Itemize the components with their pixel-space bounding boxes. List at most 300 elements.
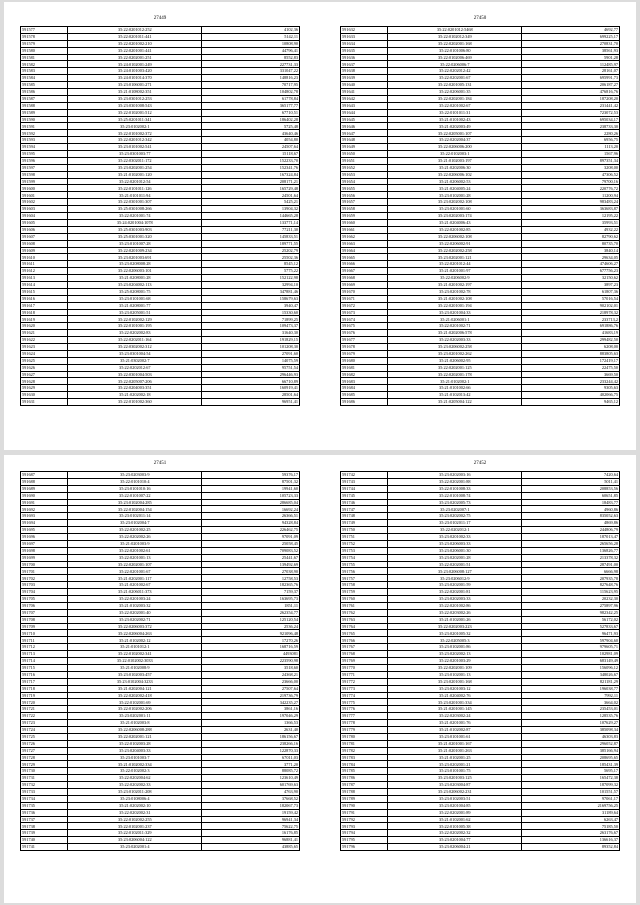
- cadastral-number-cell: 35:23:0102003:457: [68, 671, 202, 678]
- value-cell: 24368,21: [202, 671, 300, 678]
- table-row: [341, 199, 620, 206]
- value-cell: 123610,49: [202, 775, 300, 782]
- record-number-cell: 591632: [341, 27, 388, 34]
- cadastral-number-cell: 35:21:0102003:32: [68, 602, 202, 609]
- record-number-cell: 591650: [341, 151, 388, 158]
- value-cell: 44796,41: [202, 47, 300, 54]
- cadastral-number-cell: 35:22:0202001:121: [68, 733, 202, 740]
- cadastral-number-cell: 35:21:0108002:351: [68, 89, 202, 96]
- cadastral-number-cell: 35:22:0201001:67: [68, 568, 202, 575]
- cadastral-number-cell: 35:21:0102001:26: [388, 616, 522, 623]
- value-cell: 921096,48: [202, 630, 300, 637]
- table-row: [341, 823, 620, 830]
- value-cell: 25202,79: [202, 247, 300, 254]
- record-number-cell: 591714: [21, 658, 68, 665]
- record-number-cell: 591637: [341, 61, 388, 68]
- value-cell: 2631,40: [202, 726, 300, 733]
- record-number-cell: 591736: [21, 809, 68, 816]
- table-row: [341, 219, 620, 226]
- value-cell: 19159,42: [202, 809, 300, 816]
- value-cell: 3897,23: [522, 281, 620, 288]
- record-number-cell: 591587: [21, 95, 68, 102]
- cadastral-number-cell: 35:21:0201001:167: [388, 740, 522, 747]
- record-number-cell: 591655: [341, 185, 388, 192]
- value-cell: 156096,12: [522, 664, 620, 671]
- value-cell: 101551,57: [522, 788, 620, 795]
- value-cell: 35993,51: [522, 219, 620, 226]
- value-cell: 82790,62: [522, 233, 620, 240]
- cadastral-number-cell: 35:23:0102001:86: [388, 644, 522, 651]
- table-row: [21, 485, 300, 492]
- table-row: [341, 651, 620, 658]
- cadastral-number-cell: 35:21:0206011:373: [68, 589, 202, 596]
- table-row: [21, 568, 300, 575]
- table-row: [341, 233, 620, 240]
- table-row: [21, 316, 300, 323]
- cadastral-number-cell: 35:22:0202012:1: [388, 527, 522, 534]
- cadastral-number-cell: 35:23:0201003:12: [388, 685, 522, 692]
- table-row: [21, 109, 300, 116]
- cadastral-number-cell: 35:25:0201011:341: [68, 116, 202, 123]
- value-cell: 227731,33: [202, 61, 300, 68]
- value-cell: 1113,20: [522, 144, 620, 151]
- value-cell: 24507,64: [202, 144, 300, 151]
- value-cell: 25441,67: [202, 554, 300, 561]
- value-cell: 80735,70: [522, 240, 620, 247]
- record-number-cell: 591704: [21, 589, 68, 596]
- record-number-cell: 591588: [21, 102, 68, 109]
- cadastral-number-cell: 35:22:0206004:263: [68, 630, 202, 637]
- table-row: [341, 137, 620, 144]
- cadastral-number-cell: 35:22:0202003:223: [388, 623, 522, 630]
- value-cell: 270831,70: [522, 40, 620, 47]
- table-row: [21, 685, 300, 692]
- cadastral-number-cell: 35:22:0202001:178: [388, 371, 522, 378]
- record-number-cell: 591768: [341, 651, 388, 658]
- table-row: [21, 582, 300, 589]
- record-number-cell: 591733: [21, 788, 68, 795]
- table-row: [21, 540, 300, 547]
- record-number-cell: 591725: [21, 733, 68, 740]
- table-row: [341, 185, 620, 192]
- record-number-cell: 591664: [341, 247, 388, 254]
- table-row: [341, 240, 620, 247]
- record-number-cell: 591593: [21, 137, 68, 144]
- value-cell: 97061,17: [522, 795, 620, 802]
- cadastral-number-cell: 35:22:0205007:206: [68, 378, 202, 385]
- record-number-cell: 591685: [341, 392, 388, 399]
- record-number-cell: 591676: [341, 330, 388, 337]
- table-row: [341, 213, 620, 220]
- cadastral-number-cell: 35:24:0101014:370: [68, 75, 202, 82]
- record-number-cell: 591731: [21, 775, 68, 782]
- block-title: 27449: [153, 16, 167, 21]
- record-number-cell: 591609: [21, 247, 68, 254]
- record-number-cell: 591764: [341, 623, 388, 630]
- cadastral-number-cell: 35:23:0202005:73: [388, 499, 522, 506]
- cadastral-number-cell: 35:22:0302002:312: [68, 343, 202, 350]
- table-row: [341, 275, 620, 282]
- table-row: [21, 478, 300, 485]
- table-row: [21, 816, 300, 823]
- value-cell: 112485,97: [522, 61, 620, 68]
- record-number-cell: 591680: [341, 357, 388, 364]
- record-number-cell: 591667: [341, 268, 388, 275]
- record-number-cell: 591583: [21, 68, 68, 75]
- cadastral-number-cell: 35:22:0206006:102: [388, 171, 522, 178]
- record-number-cell: 591675: [341, 323, 388, 330]
- table-row: [21, 385, 300, 392]
- table-row: [21, 754, 300, 761]
- cadastral-number-cell: 35:23:0202001:21: [388, 761, 522, 768]
- record-number-cell: 591742: [341, 472, 388, 479]
- cadastral-number-cell: 35:22:0206003:372: [68, 623, 202, 630]
- table-row: [21, 506, 300, 513]
- value-cell: 41683,19: [522, 330, 620, 337]
- cadastral-number-cell: 35:25:0208001:75: [68, 288, 202, 295]
- value-cell: 125120,54: [202, 616, 300, 623]
- table-row: [341, 89, 620, 96]
- cadastral-number-cell: 35:23:0202001:28: [388, 554, 522, 561]
- value-cell: 23666,00: [202, 678, 300, 685]
- table-row: [21, 726, 300, 733]
- table-row: [341, 685, 620, 692]
- value-cell: 165729,48: [202, 185, 300, 192]
- cadastral-number-cell: 35:22:0202001:81: [388, 589, 522, 596]
- record-number-cell: 591652: [341, 164, 388, 171]
- cadastral-number-cell: 35:23:0101001:61: [388, 733, 522, 740]
- value-cell: 723072,53: [522, 109, 620, 116]
- value-cell: 15118,67: [202, 151, 300, 158]
- value-cell: 223590,98: [202, 658, 300, 665]
- cadastral-number-cell: 35:22:0202001:109: [388, 664, 522, 671]
- cadastral-number-cell: 35:21:0204006:43: [388, 219, 522, 226]
- cadastral-number-cell: 35:21:0101011:94: [68, 192, 202, 199]
- table-row: [341, 47, 620, 54]
- table-row: [341, 192, 620, 199]
- cadastral-number-cell: 35:23:0202007:1: [388, 506, 522, 513]
- table-row: [341, 513, 620, 520]
- value-cell: 197046,29: [202, 713, 300, 720]
- record-number-cell: 591633: [341, 33, 388, 40]
- record-number-cell: 591686: [341, 399, 388, 406]
- table-row: [341, 144, 620, 151]
- value-cell: 122870,33: [202, 747, 300, 754]
- record-number-cell: 591777: [341, 713, 388, 720]
- record-number-cell: 591671: [341, 295, 388, 302]
- cadastral-number-cell: 35:22:0206001:35: [388, 89, 522, 96]
- value-cell: 29634,05: [522, 254, 620, 261]
- cadastral-number-cell: 35:23:0301012:253: [68, 95, 202, 102]
- value-cell: 37668,52: [202, 795, 300, 802]
- record-number-cell: 591627: [21, 371, 68, 378]
- cadastral-number-cell: 35:21:0202002:18: [68, 392, 202, 399]
- table-row: [341, 644, 620, 651]
- record-number-cell: 591646: [341, 123, 388, 130]
- table-row: [341, 671, 620, 678]
- value-cell: 152341,76: [202, 164, 300, 171]
- table-row: [21, 89, 300, 96]
- cadastral-number-cell: 35:23:0202002:13: [388, 651, 522, 658]
- cadastral-number-cell: 35:22:0202001:168: [388, 40, 522, 47]
- value-cell: 1567,96: [522, 151, 620, 158]
- cadastral-number-cell: 35:22:0202004:37: [388, 137, 522, 144]
- value-cell: 165472,38: [522, 775, 620, 782]
- record-number-cell: 591649: [341, 144, 388, 151]
- value-cell: 476816,76: [522, 89, 620, 96]
- value-cell: 4493081: [202, 651, 300, 658]
- record-number-cell: 591760: [341, 596, 388, 603]
- cadastral-number-cell: 35:21:0204005:24: [388, 185, 522, 192]
- record-number-cell: 591630: [21, 392, 68, 399]
- record-number-cell: 591772: [341, 678, 388, 685]
- record-number-cell: 591694: [21, 520, 68, 527]
- cadastral-number-cell: 35:22:0101006:80: [388, 47, 522, 54]
- value-cell: 897351,34: [522, 157, 620, 164]
- cadastral-number-cell: 35:22:0201012:44: [388, 261, 522, 268]
- table-row: [21, 602, 300, 609]
- value-cell: 59376,17: [202, 472, 300, 479]
- table-row: [21, 664, 300, 671]
- record-number-cell: 591597: [21, 164, 68, 171]
- record-number-cell: 591639: [341, 75, 388, 82]
- cadastral-number-cell: 35:23:0201002:33: [388, 534, 522, 541]
- value-cell: 136616,37: [522, 837, 620, 844]
- cadastral-number-cell: 35:22:0102006:469: [388, 54, 522, 61]
- record-number-cell: 591769: [341, 658, 388, 665]
- record-number-cell: 591723: [21, 720, 68, 727]
- cadastral-number-cell: 35:21:0201002:197: [388, 281, 522, 288]
- value-cell: 189771,55: [202, 240, 300, 247]
- cadastral-number-cell: 35:21:0101012:1: [68, 644, 202, 651]
- record-number-cell: 591684: [341, 385, 388, 392]
- record-number-cell: 591789: [341, 795, 388, 802]
- cadastral-number-cell: 35:25:0301003:903: [68, 226, 202, 233]
- cadastral-number-cell: 35:24:0101003:420: [68, 68, 202, 75]
- table-row: [341, 602, 620, 609]
- cadastral-number-cell: 35:23:0204003:33: [68, 747, 202, 754]
- page-sheet-top: [4, 2, 636, 450]
- value-cell: 148816,23: [202, 75, 300, 82]
- cadastral-number-cell: 35:23:0102001:28: [388, 192, 522, 199]
- cadastral-number-cell: 35:22:0202004:62: [68, 775, 202, 782]
- value-cell: 3208,00: [522, 164, 620, 171]
- table-row: [341, 520, 620, 527]
- record-number-cell: 591771: [341, 671, 388, 678]
- table-row: [341, 720, 620, 727]
- record-number-cell: 591688: [21, 478, 68, 485]
- cadastral-number-cell: 35:22:0102011:329: [68, 830, 202, 837]
- record-number-cell: 591763: [341, 616, 388, 623]
- table-row: [21, 534, 300, 541]
- value-cell: 6666,98: [522, 568, 620, 575]
- record-number-cell: 591751: [341, 534, 388, 541]
- cadastral-number-cell: 35:22:0201002:210: [68, 40, 202, 47]
- value-cell: 12195,22: [522, 213, 620, 220]
- table-row: [21, 378, 300, 385]
- table-row: [21, 616, 300, 623]
- cadastral-number-cell: 35:23:0101007:28: [68, 240, 202, 247]
- cadastral-number-cell: 35:21:0201001:263: [388, 747, 522, 754]
- table-row: [21, 343, 300, 350]
- cadastral-number-cell: 35:22:0202002:418: [68, 692, 202, 699]
- value-cell: 5011,41: [522, 478, 620, 485]
- record-number-cell: 591761: [341, 602, 388, 609]
- record-number-cell: 591585: [21, 82, 68, 89]
- record-number-cell: 591712: [21, 644, 68, 651]
- value-cell: 101208,30: [202, 343, 300, 350]
- cadastral-number-cell: 35:23:0202003:16: [388, 472, 522, 479]
- table-row: [341, 775, 620, 782]
- record-number-cell: 591740: [21, 837, 68, 844]
- record-number-cell: 591613: [21, 275, 68, 282]
- table-row: [21, 33, 300, 40]
- table-row: [21, 102, 300, 109]
- table-row: [341, 281, 620, 288]
- cadastral-number-cell: 35:21:0201002:67: [68, 582, 202, 589]
- record-number-cell: 591767: [341, 644, 388, 651]
- table-row: [341, 123, 620, 130]
- cadastral-number-cell: 35:23:0102003:51: [388, 795, 522, 802]
- record-number-cell: 591591: [21, 123, 68, 130]
- value-cell: 196038,77: [522, 685, 620, 692]
- record-number-cell: 591746: [341, 499, 388, 506]
- value-cell: 96951,41: [202, 399, 300, 406]
- cadastral-number-cell: 35:21:0201001:97: [388, 268, 522, 275]
- record-number-cell: 591594: [21, 144, 68, 151]
- value-cell: 17270,26: [202, 637, 300, 644]
- record-number-cell: 591786: [341, 775, 388, 782]
- block-title: 27451: [153, 461, 167, 466]
- table-row: [21, 130, 300, 137]
- table-row: [341, 323, 620, 330]
- record-number-cell: 591697: [21, 540, 68, 547]
- cadastral-number-cell: 35:22:0202002:26: [68, 534, 202, 541]
- record-number-cell: 591705: [21, 596, 68, 603]
- cadastral-number-cell: 35:23:0202001:254: [68, 164, 202, 171]
- cadastral-number-cell: 35:22:0201002:71: [388, 323, 522, 330]
- value-cell: 363683,87: [522, 206, 620, 213]
- table-row: [21, 472, 300, 479]
- cadastral-number-cell: 35:23:0205001:51: [68, 309, 202, 316]
- cadastral-number-cell: 35:21:0102001:120: [68, 171, 202, 178]
- table-row: [21, 192, 300, 199]
- record-number-cell: 591661: [341, 226, 388, 233]
- cadastral-number-cell: 35:23:0201002:262: [388, 350, 522, 357]
- record-number-cell: 591692: [21, 506, 68, 513]
- cadastral-number-cell: 35:23:0203003:9: [68, 472, 202, 479]
- record-number-cell: 591665: [341, 254, 388, 261]
- table-row: [341, 337, 620, 344]
- table-row: [21, 788, 300, 795]
- table-row: [21, 61, 300, 68]
- block-title: 27452: [473, 461, 487, 466]
- record-number-cell: 591653: [341, 171, 388, 178]
- table-row: [21, 740, 300, 747]
- cadastral-number-cell: 35:24:0201004:1078: [68, 219, 202, 226]
- value-cell: 66710,89: [202, 378, 300, 385]
- value-cell: 3518,60: [202, 664, 300, 671]
- cadastral-number-cell: 35:21:0208001:28: [68, 275, 202, 282]
- cadastral-number-cell: 35:21:0201001:76: [388, 720, 522, 727]
- table-row: [341, 472, 620, 479]
- table-row: [341, 130, 620, 137]
- value-cell: 695034,17: [522, 116, 620, 123]
- record-number-cell: 591750: [341, 527, 388, 534]
- value-cell: 186402,28: [202, 116, 300, 123]
- record-number-cell: 591618: [21, 309, 68, 316]
- record-number-cell: 591641: [341, 89, 388, 96]
- value-cell: 3669,50: [522, 371, 620, 378]
- value-cell: 79700,16: [522, 178, 620, 185]
- value-cell: 208171,21: [202, 178, 300, 185]
- table-row: [341, 637, 620, 644]
- cadastral-number-cell: 35:22:0202001:40: [68, 609, 202, 616]
- cadastral-number-cell: 35:23:0206003:33: [388, 540, 522, 547]
- cadastral-number-cell: 35:21:0302002:7: [68, 357, 202, 364]
- record-number-cell: 591762: [341, 609, 388, 616]
- cadastral-number-cell: 35:22:0202002:32: [388, 830, 522, 837]
- record-number-cell: 591726: [21, 740, 68, 747]
- cadastral-number-cell: 35:22:0202001:51: [388, 561, 522, 568]
- table-row: [341, 554, 620, 561]
- value-cell: 5695,17: [522, 768, 620, 775]
- value-cell: 691886,76: [522, 323, 620, 330]
- value-cell: 683149,49: [522, 658, 620, 665]
- record-number-cell: 591721: [21, 706, 68, 713]
- table-row: [21, 288, 300, 295]
- cadastral-number-cell: 35:22:0102002:341: [68, 651, 202, 658]
- record-number-cell: 591658: [341, 206, 388, 213]
- table-row: [341, 392, 620, 399]
- table-row: [21, 775, 300, 782]
- record-number-cell: 591778: [341, 720, 388, 727]
- value-cell: 168716,59: [202, 644, 300, 651]
- record-number-cell: 591699: [21, 554, 68, 561]
- record-number-cell: 591747: [341, 506, 388, 513]
- value-cell: 5425,21: [202, 199, 300, 206]
- table-row: [341, 788, 620, 795]
- table-row: [341, 830, 620, 837]
- value-cell: 31640,30: [202, 330, 300, 337]
- record-number-cell: 591611: [21, 261, 68, 268]
- record-number-cell: 591793: [341, 823, 388, 830]
- value-cell: 219736,79: [202, 692, 300, 699]
- value-cell: 6263,47: [522, 816, 620, 823]
- table-row: [341, 782, 620, 789]
- cadastral-number-cell: 35:25:0301008:266: [68, 206, 202, 213]
- record-number-cell: 591706: [21, 602, 68, 609]
- table-row: [341, 350, 620, 357]
- table-row: [341, 623, 620, 630]
- value-cell: 70717,95: [202, 82, 300, 89]
- value-cell: 8545,12: [202, 261, 300, 268]
- value-cell: 105723,33: [202, 492, 300, 499]
- cadastral-number-cell: 35:21:0206002:95: [388, 357, 522, 364]
- record-number-cell: 591624: [21, 350, 68, 357]
- record-number-cell: 591584: [21, 75, 68, 82]
- cadastral-number-cell: 35:21:0102002:1: [388, 378, 522, 385]
- table-row: [21, 644, 300, 651]
- table-row: [341, 316, 620, 323]
- value-cell: 226462,75: [202, 527, 300, 534]
- value-cell: 185431,39: [522, 761, 620, 768]
- value-cell: 4102,36: [202, 27, 300, 34]
- table-row: [341, 506, 620, 513]
- value-cell: 347881,46: [202, 288, 300, 295]
- table-row: [341, 254, 620, 261]
- cadastral-number-cell: 35:23:0201003:691: [68, 254, 202, 261]
